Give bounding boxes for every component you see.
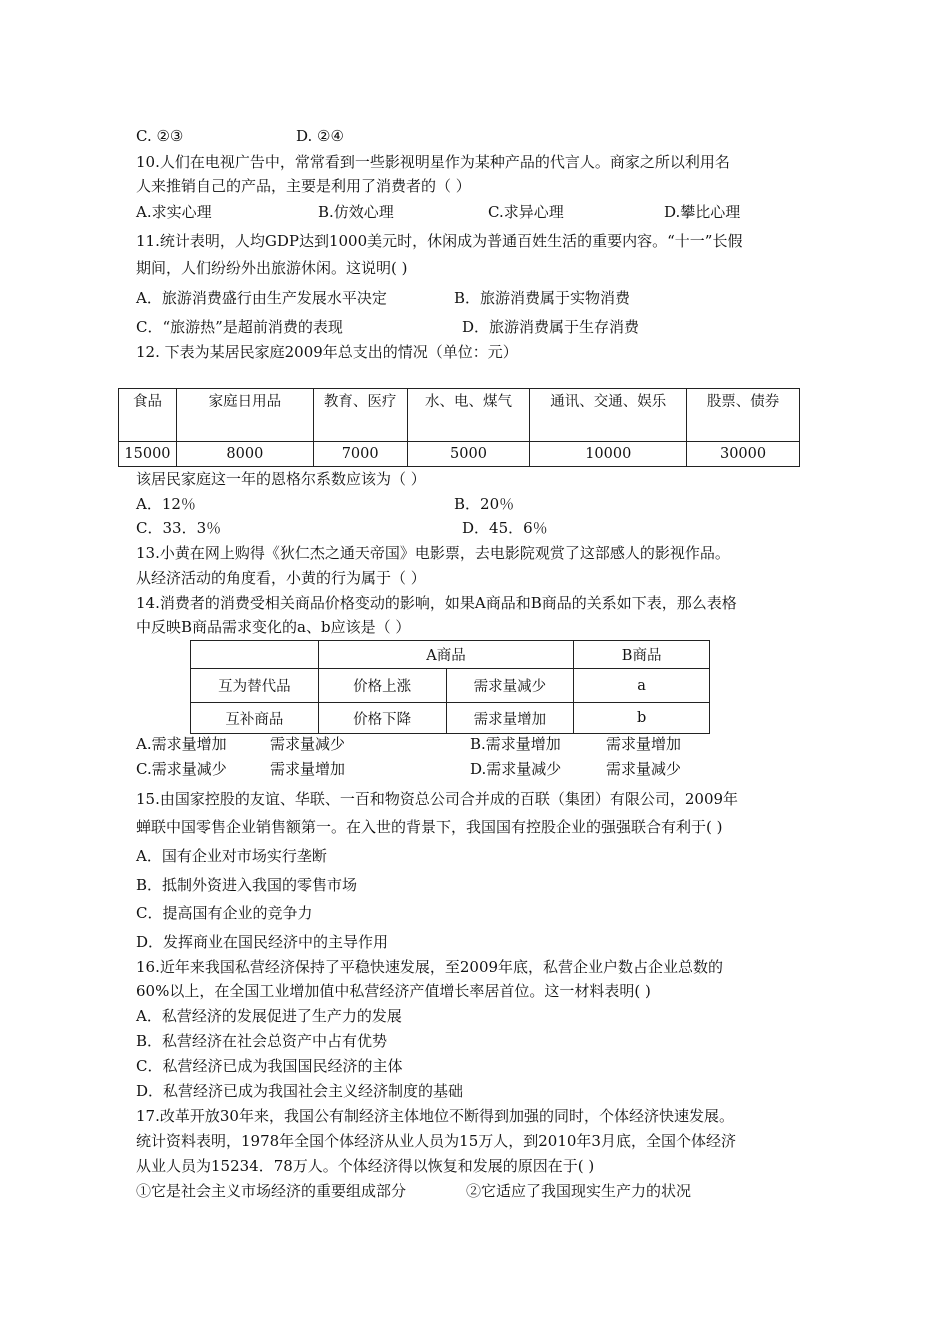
header-communication: 通讯、交通、娱乐 xyxy=(530,389,687,442)
q14-stem-line2: 中反映B商品需求变化的a、b应该是（ ） xyxy=(136,618,411,636)
goods-relation-table xyxy=(190,640,710,734)
value-household: 8000 xyxy=(176,442,313,467)
header-b-goods: B商品 xyxy=(574,641,710,669)
q17-stem-line2: 统计资料表明，1978年全国个体经济从业人员为15万人，到2010年3月底，全国个体经济 xyxy=(136,1132,736,1150)
q11-option-d: D．旅游消费属于生存消费 xyxy=(462,318,640,336)
q17-stem-line3: 从业人员为15234．78万人。个体经济得以恢复和发展的原因在于( ) xyxy=(136,1157,595,1175)
q17-stem-line1: 17.改革开放30年来，我国公有制经济主体地位不断得到加强的同时，个体经济快速发展。 xyxy=(136,1107,734,1125)
price-change-1: 价格上涨 xyxy=(318,669,446,703)
q14-option-b: B.需求量增加 xyxy=(470,735,561,753)
q12-question: 该居民家庭这一年的恩格尔系数应该为（ ） xyxy=(136,470,426,488)
q12-option-c: C．33．3％ xyxy=(136,519,222,537)
q13-stem-line2: 从经济活动的角度看，小黄的行为属于（ ） xyxy=(136,569,426,587)
q11-option-c: C．“旅游热”是超前消费的表现 xyxy=(136,318,343,336)
q10-option-b: B.仿效心理 xyxy=(318,203,394,221)
q16-stem-line1: 16.近年来我国私营经济保持了平稳快速发展，至2009年底，私营企业户数占企业总数的 xyxy=(136,958,724,976)
q11-stem-line2: 期间，人们纷纷外出旅游休闲。这说明( ) xyxy=(136,259,408,277)
q9-option-d: D. ②④ xyxy=(296,127,344,145)
q15-option-a: A．国有企业对市场实行垄断 xyxy=(136,847,327,865)
q14-option-a: A.需求量增加 xyxy=(136,735,227,753)
q16-option-a: A．私营经济的发展促进了生产力的发展 xyxy=(136,1007,402,1025)
q16-option-b: B．私营经济在社会总资产中占有优势 xyxy=(136,1032,388,1050)
q14-option-d-second: 需求量减少 xyxy=(606,760,682,778)
q15-option-d: D．发挥商业在国民经济中的主导作用 xyxy=(136,933,389,951)
q14-option-b-second: 需求量增加 xyxy=(606,735,682,753)
b-change-2: b xyxy=(574,703,710,734)
q10-stem-line2: 人来推销自己的产品，主要是利用了消费者的（ ） xyxy=(136,177,471,195)
q15-option-b: B．抵制外资进入我国的零售市场 xyxy=(136,876,358,894)
q14-option-a-second: 需求量减少 xyxy=(270,735,346,753)
q17-item-2: ②它适应了我国现实生产力的状况 xyxy=(466,1182,692,1200)
header-food: 食品 xyxy=(119,389,177,442)
q12-option-b: B．20％ xyxy=(454,495,515,513)
q16-option-d: D．私营经济已成为我国社会主义经济制度的基础 xyxy=(136,1082,464,1100)
header-a-goods: A商品 xyxy=(318,641,574,669)
q16-option-c: C．私营经济已成为我国国民经济的主体 xyxy=(136,1057,403,1075)
q16-stem-line2: 60%以上，在全国工业增加值中私营经济产值增长率居首位。这一材料表明( ) xyxy=(136,982,651,1000)
q13-stem-line1: 13.小黄在网上购得《狄仁杰之通天帝国》电影票，去电影院观赏了这部感人的影视作品。 xyxy=(136,544,730,562)
q17-item-1: ①它是社会主义市场经济的重要组成部分 xyxy=(136,1182,407,1200)
q14-option-c: C.需求量减少 xyxy=(136,760,227,778)
q10-option-c: C.求异心理 xyxy=(488,203,564,221)
relation-substitute: 互为替代品 xyxy=(191,669,319,703)
q15-stem-line1: 15.由国家控股的友谊、华联、一百和物资总公司合并成的百联（集团）有限公司，2009年 xyxy=(136,790,739,808)
header-stocks: 股票、债券 xyxy=(687,389,800,442)
q12-option-a: A．12％ xyxy=(136,495,196,513)
b-change-1: a xyxy=(574,669,710,703)
q12-stem: 12. 下表为某居民家庭2009年总支出的情况（单位：元） xyxy=(136,343,518,361)
q14-option-c-second: 需求量增加 xyxy=(270,760,346,778)
q14-stem-line1: 14.消费者的消费受相关商品价格变动的影响，如果A商品和B商品的关系如下表，那么表格 xyxy=(136,594,737,612)
value-food: 15000 xyxy=(119,442,177,467)
value-stocks: 30000 xyxy=(687,442,800,467)
q11-option-b: B．旅游消费属于实物消费 xyxy=(454,289,631,307)
header-education: 教育、医疗 xyxy=(313,389,407,442)
q15-option-c: C．提高国有企业的竞争力 xyxy=(136,904,313,922)
q10-option-d: D.攀比心理 xyxy=(664,203,741,221)
relation-complement: 互补商品 xyxy=(191,703,319,734)
header-household: 家庭日用品 xyxy=(176,389,313,442)
value-education: 7000 xyxy=(313,442,407,467)
q10-stem-line1: 10.人们在电视广告中，常常看到一些影视明星作为某种产品的代言人。商家之所以利用名 xyxy=(136,153,730,171)
q12-option-d: D．45．6％ xyxy=(462,519,548,537)
value-utilities: 5000 xyxy=(407,442,530,467)
header-utilities: 水、电、煤气 xyxy=(407,389,530,442)
value-communication: 10000 xyxy=(530,442,687,467)
q14-option-d: D.需求量减少 xyxy=(470,760,562,778)
expense-table xyxy=(118,388,800,467)
demand-change-1: 需求量减少 xyxy=(446,669,574,703)
q10-option-a: A.求实心理 xyxy=(136,203,212,221)
q9-option-c: C. ②③ xyxy=(136,127,184,145)
q15-stem-line2: 蝉联中国零售企业销售额第一。在入世的背景下，我国国有控股企业的强强联合有利于( ) xyxy=(136,818,723,836)
q11-option-a: A．旅游消费盛行由生产发展水平决定 xyxy=(136,289,387,307)
blank-cell xyxy=(191,641,319,669)
demand-change-2: 需求量增加 xyxy=(446,703,574,734)
q11-stem-line1: 11.统计表明，人均GDP达到1000美元时，休闲成为普通百姓生活的重要内容。“十一”长假 xyxy=(136,232,743,250)
price-change-2: 价格下降 xyxy=(318,703,446,734)
